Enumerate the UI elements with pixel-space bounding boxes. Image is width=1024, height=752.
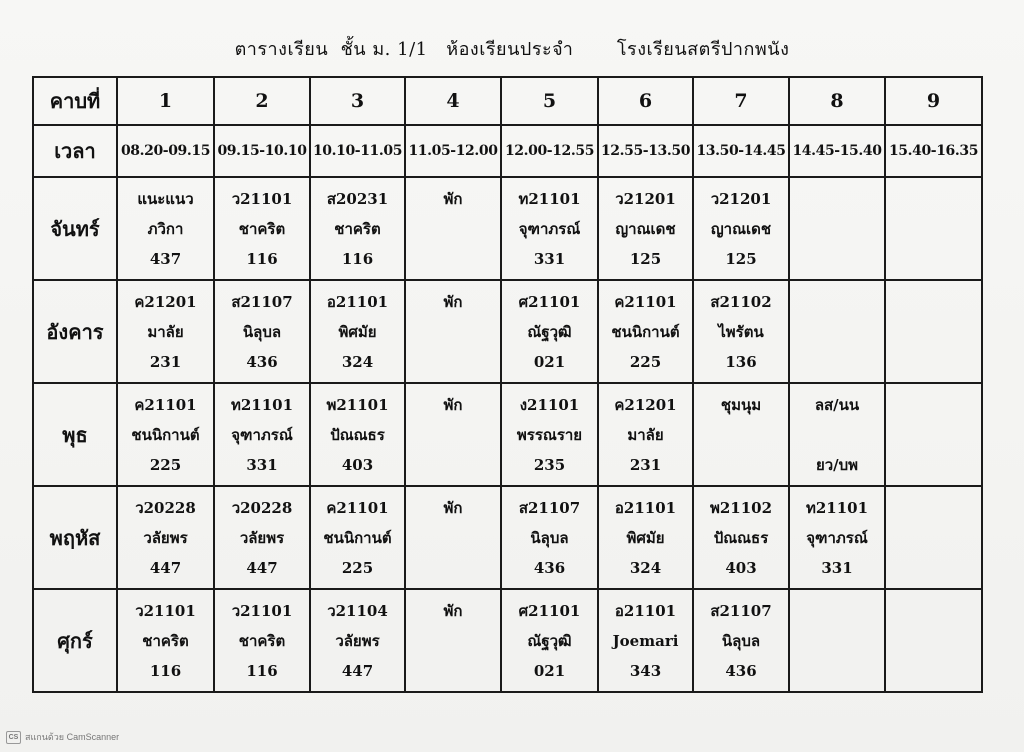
class-entry-line: จุฑาภรณ์: [806, 528, 868, 547]
class-entry-line: 436: [246, 352, 278, 371]
watermark-text: สแกนด้วย CamScanner: [25, 732, 120, 742]
class-entry-line: ค21101: [614, 292, 677, 311]
class-cell: [501, 486, 598, 589]
period-header-label: คาบที่: [33, 77, 117, 125]
class-entry-line: 324: [341, 352, 374, 371]
class-entry-line: ว21201: [710, 189, 772, 208]
period-header-row: [33, 77, 982, 125]
class-cell: [598, 177, 693, 280]
class-cell: [117, 589, 214, 692]
class-cell: [885, 177, 982, 280]
class-entry: [599, 494, 692, 582]
class-entry: [599, 391, 692, 479]
class-entry-line: วลัยพร: [143, 528, 188, 547]
class-cell: [405, 280, 501, 383]
class-cell: [405, 486, 501, 589]
class-cell: [214, 383, 310, 486]
class-entry: [406, 391, 500, 479]
class-entry-line: 021: [533, 352, 566, 371]
class-entry: [502, 185, 597, 273]
class-entry-line: นิลุบล: [530, 528, 569, 547]
class-cell: [693, 486, 789, 589]
period-number: 9: [885, 77, 982, 125]
class-entry: [311, 185, 404, 273]
class-cell: [214, 177, 310, 280]
class-cell: [310, 280, 405, 383]
class-cell: [310, 383, 405, 486]
class-entry-line: ว21104: [327, 601, 388, 620]
class-entry-line: วลัยพร: [239, 528, 285, 547]
class-entry-line: ศ21101: [518, 601, 581, 620]
day-row: [33, 177, 982, 280]
time-slot: 10.10-11.05: [310, 125, 405, 177]
class-entry-line: วลัยพร: [335, 631, 380, 650]
class-cell: [598, 280, 693, 383]
class-entry-line: ว21201: [615, 189, 676, 208]
class-cell: [789, 177, 885, 280]
class-entry-line: Joemari: [612, 631, 679, 650]
class-entry: [215, 185, 309, 273]
class-entry: [790, 391, 884, 479]
day-row: [33, 486, 982, 589]
class-cell: [598, 383, 693, 486]
class-entry-line: ปัณณธร: [330, 425, 385, 444]
class-cell: [789, 280, 885, 383]
time-slot: 15.40-16.35: [885, 125, 982, 177]
class-entry-line: พัก: [443, 292, 463, 311]
class-cell: [405, 383, 501, 486]
class-entry: [694, 494, 788, 582]
class-entry-line: 231: [149, 352, 182, 371]
class-entry-line: แนะแนว: [137, 189, 194, 208]
class-entry-line: 331: [533, 249, 566, 268]
class-entry-line: 331: [246, 455, 278, 474]
class-entry-line: ค21201: [614, 395, 677, 414]
class-entry: [886, 288, 981, 376]
class-entry: [790, 597, 884, 685]
class-entry-line: ท21101: [518, 189, 581, 208]
class-entry-line: ว21101: [231, 601, 293, 620]
class-cell: [214, 486, 310, 589]
time-slot: 12.00-12.55: [501, 125, 598, 177]
class-entry: [311, 288, 404, 376]
class-entry-line: 225: [629, 352, 662, 371]
class-cell: [885, 383, 982, 486]
class-cell: [117, 177, 214, 280]
class-entry: [406, 494, 500, 582]
class-cell: [405, 589, 501, 692]
class-entry: [311, 391, 404, 479]
class-cell: [501, 177, 598, 280]
class-entry: [790, 494, 884, 582]
class-cell: [310, 589, 405, 692]
class-entry-line: ค21101: [134, 395, 197, 414]
time-row: [33, 125, 982, 177]
class-entry-line: 436: [533, 558, 566, 577]
class-cell: [214, 280, 310, 383]
class-entry-line: 116: [149, 661, 182, 680]
class-cell: [117, 486, 214, 589]
time-slot: 13.50-14.45: [693, 125, 789, 177]
class-entry-line: ส21107: [710, 601, 772, 620]
class-cell: [885, 589, 982, 692]
class-entry-line: 403: [341, 455, 374, 474]
time-slot: 14.45-15.40: [789, 125, 885, 177]
class-entry-line: ศ21101: [518, 292, 581, 311]
day-label: ศุกร์: [33, 589, 117, 692]
class-cell: [598, 589, 693, 692]
class-entry-line: นิลุบล: [721, 631, 761, 650]
camscanner-logo-icon: CS: [6, 731, 21, 744]
class-entry-line: อ21101: [326, 292, 389, 311]
class-entry-line: ส21107: [231, 292, 293, 311]
class-entry: [406, 597, 500, 685]
day-row: [33, 383, 982, 486]
class-cell: [214, 589, 310, 692]
period-number: 5: [501, 77, 598, 125]
class-entry-line: ปัณณธร: [713, 528, 769, 547]
class-entry-line: 447: [341, 661, 374, 680]
class-entry-line: 324: [629, 558, 662, 577]
class-entry: [118, 288, 213, 376]
class-entry-line: ญาณเดช: [615, 219, 676, 238]
class-entry-line: ณัฐวุฒิ: [527, 631, 572, 650]
class-entry-line: ง21101: [519, 395, 580, 414]
class-entry-line: ยว/บพ: [815, 455, 859, 474]
class-entry-line: ว21101: [135, 601, 196, 620]
class-entry: [694, 391, 788, 479]
time-label: เวลา: [33, 125, 117, 177]
class-entry-line: พัก: [443, 498, 463, 517]
class-entry-line: อ21101: [614, 498, 677, 517]
day-label: พฤหัส: [33, 486, 117, 589]
class-entry-line: 116: [246, 249, 278, 268]
class-cell: [693, 280, 789, 383]
class-entry-line: ญาณเดช: [710, 219, 772, 238]
class-entry: [118, 494, 213, 582]
class-cell: [885, 486, 982, 589]
class-entry-line: 116: [341, 249, 374, 268]
class-cell: [693, 589, 789, 692]
class-entry: [694, 597, 788, 685]
page-title: ตารางเรียน ชั้น ม. 1/1 ห้องเรียนประจำ โรงเรียนสตรีปากพนัง: [234, 39, 790, 60]
period-number: 4: [405, 77, 501, 125]
day-row: [33, 589, 982, 692]
class-cell: [117, 383, 214, 486]
day-label: จันทร์: [33, 177, 117, 280]
class-entry: [886, 597, 981, 685]
class-entry-line: 125: [629, 249, 662, 268]
class-entry: [406, 288, 500, 376]
class-entry: [215, 391, 309, 479]
class-cell: [405, 177, 501, 280]
class-entry: [502, 288, 597, 376]
class-entry-line: 436: [725, 661, 757, 680]
class-entry-line: จุฑาภรณ์: [518, 219, 581, 238]
class-entry-line: 447: [149, 558, 182, 577]
class-entry-line: พิศมัย: [338, 322, 377, 341]
class-entry-line: ชาคริต: [142, 631, 189, 650]
class-entry: [118, 597, 213, 685]
class-cell: [501, 280, 598, 383]
class-entry: [118, 391, 213, 479]
class-cell: [789, 383, 885, 486]
class-entry-line: ชาคริต: [334, 219, 381, 238]
day-row: [33, 280, 982, 383]
class-entry-line: ท21101: [230, 395, 294, 414]
class-cell: [501, 383, 598, 486]
class-entry-line: พัก: [443, 189, 463, 208]
period-number: 7: [693, 77, 789, 125]
class-cell: [693, 177, 789, 280]
class-entry-line: พรรณราย: [516, 425, 583, 444]
class-entry-line: 231: [629, 455, 662, 474]
class-entry: [694, 288, 788, 376]
class-cell: [117, 280, 214, 383]
class-entry-line: ชาคริต: [238, 631, 286, 650]
class-entry-line: ท21101: [805, 498, 869, 517]
class-entry-line: 136: [725, 352, 757, 371]
class-entry-line: มาลัย: [627, 425, 664, 444]
class-entry-line: ว21101: [231, 189, 293, 208]
class-entry-line: ค21101: [326, 498, 389, 517]
day-label: อังคาร: [33, 280, 117, 383]
class-entry: [215, 597, 309, 685]
class-entry-line: 225: [341, 558, 374, 577]
class-entry-line: ชนนิกานต์: [131, 425, 200, 444]
class-entry-line: ชนนิกานต์: [323, 528, 392, 547]
timetable: [32, 76, 983, 693]
class-entry: [599, 597, 692, 685]
class-entry-line: ส20231: [326, 189, 389, 208]
period-number: 2: [214, 77, 310, 125]
class-entry-line: 437: [149, 249, 182, 268]
class-cell: [789, 589, 885, 692]
class-entry: [599, 185, 692, 273]
time-slot: 09.15-10.10: [214, 125, 310, 177]
class-entry-line: ลส/นน: [814, 395, 860, 414]
period-number: 8: [789, 77, 885, 125]
time-slot: 08.20-09.15: [117, 125, 214, 177]
class-entry: [311, 597, 404, 685]
time-slot: 11.05-12.00: [405, 125, 501, 177]
class-entry-line: 021: [533, 661, 566, 680]
class-entry-line: ภวิกา: [147, 219, 184, 238]
camscanner-watermark: [6, 730, 119, 744]
class-entry-line: ค21201: [134, 292, 197, 311]
class-entry: [886, 494, 981, 582]
class-entry-line: ณัฐวุฒิ: [527, 322, 572, 341]
period-number: 1: [117, 77, 214, 125]
class-entry-line: ชาคริต: [238, 219, 286, 238]
class-entry-line: พิศมัย: [626, 528, 665, 547]
day-label: พุธ: [33, 383, 117, 486]
class-entry-line: ชุมนุม: [720, 395, 762, 414]
class-entry-line: ว20228: [135, 498, 196, 517]
class-entry-line: มาลัย: [147, 322, 184, 341]
class-entry-line: นิลุบล: [242, 322, 282, 341]
class-entry: [502, 597, 597, 685]
class-entry: [406, 185, 500, 273]
class-cell: [598, 486, 693, 589]
class-entry: [215, 494, 309, 582]
class-entry-line: ส21102: [710, 292, 772, 311]
class-entry-line: ไพรัตน: [718, 322, 764, 341]
class-entry: [790, 185, 884, 273]
class-entry-line: 331: [821, 558, 853, 577]
class-entry: [502, 494, 597, 582]
class-entry-line: 125: [725, 249, 757, 268]
class-entry-line: 447: [246, 558, 278, 577]
class-entry-line: 235: [533, 455, 566, 474]
class-entry-line: ว20228: [231, 498, 293, 517]
class-entry-line: อ21101: [614, 601, 677, 620]
class-entry-line: 403: [725, 558, 757, 577]
class-entry: [886, 391, 981, 479]
class-entry: [502, 391, 597, 479]
class-entry: [790, 288, 884, 376]
class-cell: [885, 280, 982, 383]
class-entry: [886, 185, 981, 273]
class-cell: [501, 589, 598, 692]
class-entry-line: พัก: [443, 395, 463, 414]
class-entry-line: พ21102: [709, 498, 773, 517]
class-entry: [599, 288, 692, 376]
class-cell: [789, 486, 885, 589]
class-entry: [215, 288, 309, 376]
class-entry-line: 225: [149, 455, 182, 474]
class-entry: [694, 185, 788, 273]
class-cell: [310, 177, 405, 280]
class-entry-line: พ21101: [326, 395, 389, 414]
class-entry-line: ชนนิกานต์: [611, 322, 680, 341]
class-entry: [311, 494, 404, 582]
class-entry-line: ส21107: [518, 498, 581, 517]
period-number: 3: [310, 77, 405, 125]
class-entry-line: พัก: [443, 601, 463, 620]
class-cell: [693, 383, 789, 486]
class-cell: [310, 486, 405, 589]
period-number: 6: [598, 77, 693, 125]
class-entry: [118, 185, 213, 273]
class-entry-line: จุฑาภรณ์: [231, 425, 293, 444]
time-slot: 12.55-13.50: [598, 125, 693, 177]
class-entry-line: 343: [629, 661, 662, 680]
class-entry-line: 116: [246, 661, 278, 680]
